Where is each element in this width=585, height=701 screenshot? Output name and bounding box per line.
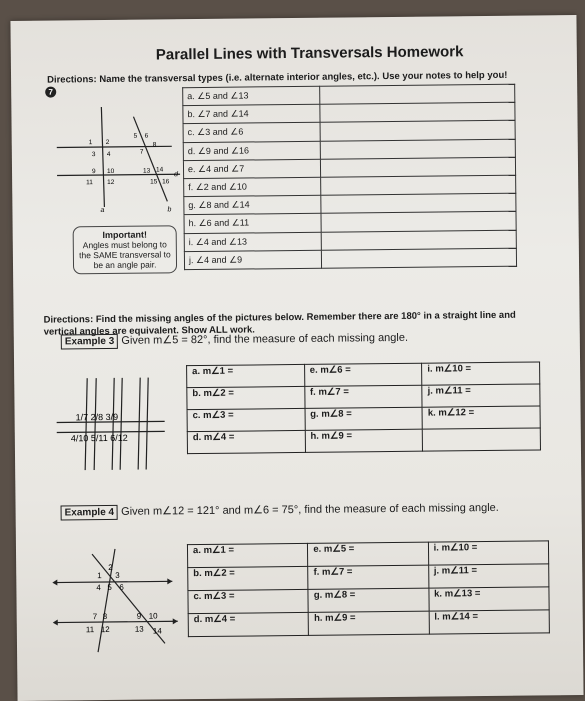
vertical-line — [111, 378, 115, 470]
arrow-right-icon — [167, 578, 172, 584]
vertical-line — [145, 378, 149, 470]
angle-label-10: 10 — [148, 611, 158, 621]
angle-label-10: 10 — [106, 167, 115, 175]
pair-label: d. ∠9 and ∠16 — [183, 141, 320, 161]
example4-answer-table — [187, 540, 550, 637]
angle-label-9: 9 — [92, 168, 96, 176]
answer-cell[interactable]: i. m∠10 = — [422, 362, 540, 385]
angle-label-2: 2 — [108, 562, 113, 572]
vertical-line — [84, 378, 88, 470]
angle-label-4: 4 — [96, 583, 101, 593]
pair-label: f. ∠2 and ∠10 — [184, 177, 321, 197]
answer-cell[interactable]: i. m∠10 = — [428, 541, 549, 565]
line-label-d: d — [174, 171, 179, 179]
answer-cell[interactable]: l. m∠14 = — [429, 610, 550, 634]
angle-label-1: 1 — [88, 139, 93, 147]
example4-prompt: Given m∠12 = 121° and m∠6 = 75°, find the measure of each missing angle. — [121, 501, 499, 518]
pair-answer-cell[interactable] — [320, 84, 515, 104]
answer-cell[interactable]: c. m∠3 = — [187, 408, 305, 431]
arrow-left-icon — [53, 620, 58, 626]
example3-prompt: Given m∠5 = 82°, find the measure of each missing angle. — [121, 331, 409, 347]
transversal-a — [101, 107, 104, 207]
answer-cell[interactable]: e. m∠6 = — [304, 363, 422, 386]
answer-cell[interactable]: e. m∠5 = — [308, 542, 429, 566]
angle-label-13: 13 — [142, 167, 151, 175]
pair-answer-cell[interactable] — [320, 157, 515, 177]
answer-cell[interactable] — [423, 428, 541, 451]
angle-label-14: 14 — [152, 626, 162, 636]
angle-label-12: 12 — [107, 178, 115, 186]
pair-label: h. ∠6 and ∠11 — [184, 214, 321, 234]
answer-cell[interactable]: f. m∠7 = — [304, 385, 422, 408]
horizontal-line — [55, 621, 178, 622]
vertical-line — [137, 378, 141, 470]
line-label-a: a — [100, 207, 105, 215]
angle-label-3: 3 — [91, 151, 96, 159]
angle-label-3: 3 — [115, 570, 120, 580]
example4-header — [61, 501, 499, 519]
figure-parallel-lines-1 — [51, 101, 187, 217]
important-note — [73, 225, 177, 274]
angle-label-15: 15 — [150, 178, 158, 186]
figure-example4 — [52, 543, 188, 654]
answer-cell[interactable]: h. m∠9 = — [308, 611, 429, 635]
pair-answer-cell[interactable] — [321, 248, 516, 268]
parallel-line-bottom — [57, 174, 180, 175]
directions-missing-angles: Directions: Find the missing angles of the pictures below. Remember there are 180° in a straight line and vertical angles are equivalent. Show ALL work. — [43, 309, 516, 338]
angle-labels-row1: 1/7 2/8 3/9 — [75, 411, 119, 423]
angle-pairs-table — [182, 84, 517, 270]
angle-label-6: 6 — [144, 132, 149, 140]
figure-example3 — [54, 369, 175, 470]
pair-row — [184, 248, 516, 270]
answer-cell[interactable]: g. m∠8 = — [305, 407, 423, 430]
pair-answer-cell[interactable] — [320, 139, 515, 159]
important-heading: Important! — [102, 229, 148, 241]
pair-answer-cell[interactable] — [321, 230, 516, 250]
pair-answer-cell[interactable] — [321, 212, 516, 232]
angle-label-1: 1 — [97, 571, 102, 581]
answer-cell[interactable]: k. m∠13 = — [429, 587, 550, 611]
line-label-b: b — [167, 206, 172, 214]
answer-cell[interactable]: g. m∠8 = — [308, 588, 429, 612]
pair-label: b. ∠7 and ∠14 — [183, 104, 320, 124]
answer-cell[interactable]: j. m∠11 = — [428, 564, 549, 588]
question-number-badge: 7 — [45, 87, 56, 98]
answer-cell[interactable]: d. m∠4 = — [187, 430, 305, 453]
answer-cell[interactable]: h. m∠9 = — [305, 429, 423, 452]
answer-cell[interactable]: b. m∠2 = — [188, 566, 309, 590]
pair-label: e. ∠4 and ∠7 — [183, 159, 320, 179]
horizontal-line — [54, 581, 172, 582]
angle-label-7: 7 — [92, 612, 98, 622]
angle-label-13: 13 — [134, 624, 144, 634]
angle-label-12: 12 — [100, 624, 110, 635]
example3-header — [61, 331, 408, 348]
pair-answer-cell[interactable] — [320, 102, 515, 122]
angle-label-14: 14 — [155, 166, 164, 174]
pair-answer-cell[interactable] — [321, 193, 516, 213]
pair-answer-cell[interactable] — [320, 121, 515, 141]
arrow-right-icon — [173, 618, 178, 624]
example3-answer-table — [186, 361, 541, 454]
vertical-line — [119, 378, 123, 470]
answer-cell[interactable]: a. m∠1 = — [187, 543, 308, 567]
angle-label-4: 4 — [106, 150, 111, 158]
arrow-left-icon — [52, 580, 57, 586]
angle-label-5: 5 — [133, 132, 138, 140]
angle-label-8: 8 — [102, 612, 108, 622]
directions-transversal: Directions: Name the transversal types (i.e. alternate interior angles, etc.). Use your notes to help you! — [47, 69, 508, 86]
example4-label: Example 4 — [61, 505, 119, 521]
answer-cell[interactable]: c. m∠3 = — [188, 589, 309, 613]
angle-label-5: 5 — [107, 582, 112, 592]
page-title: Parallel Lines with Transversals Homework — [155, 43, 464, 64]
answer-cell[interactable]: b. m∠2 = — [187, 386, 305, 409]
angle-label-16: 16 — [162, 178, 170, 186]
pair-label: i. ∠4 and ∠13 — [184, 232, 321, 252]
pair-answer-cell[interactable] — [321, 175, 516, 195]
angle-label-9: 9 — [136, 611, 142, 621]
angle-labels-row2: 4/10 5/11 6/12 — [70, 432, 128, 444]
pair-label: c. ∠3 and ∠6 — [183, 123, 320, 143]
angle-label-7: 7 — [139, 148, 144, 156]
vertical-line — [93, 378, 97, 470]
angle-label-2: 2 — [105, 138, 110, 146]
angle-label-11: 11 — [85, 625, 95, 635]
answer-cell[interactable]: j. m∠11 = — [422, 384, 540, 407]
example3-label: Example 3 — [61, 334, 119, 350]
table-row — [188, 610, 549, 637]
angle-label-8: 8 — [152, 141, 157, 149]
answer-cell[interactable]: f. m∠7 = — [308, 565, 429, 589]
answer-cell[interactable]: d. m∠4 = — [188, 612, 309, 636]
worksheet-page — [10, 15, 583, 701]
important-body: Angles must belong to the SAME transversal to be an angle pair. — [79, 239, 171, 271]
pair-label: a. ∠5 and ∠13 — [183, 86, 320, 106]
answer-cell[interactable]: k. m∠12 = — [422, 406, 540, 429]
answer-cell[interactable]: a. m∠1 = — [187, 364, 305, 387]
angle-label-6: 6 — [119, 582, 124, 592]
pair-label: j. ∠4 and ∠9 — [184, 250, 321, 270]
transversal-b — [133, 116, 167, 201]
pair-label: g. ∠8 and ∠14 — [184, 195, 321, 215]
table-row — [187, 428, 540, 454]
angle-label-11: 11 — [86, 179, 93, 187]
